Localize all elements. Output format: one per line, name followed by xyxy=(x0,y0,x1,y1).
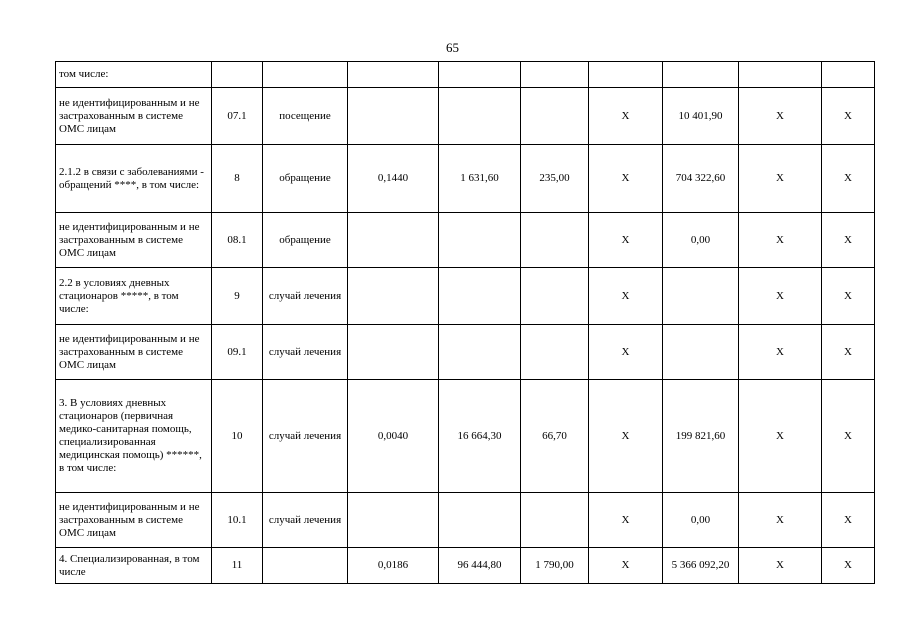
table-cell xyxy=(348,268,439,325)
table-cell: 5 366 092,20 xyxy=(663,548,739,584)
table-cell: Х xyxy=(822,88,875,145)
table-cell xyxy=(263,548,348,584)
table-cell: 0,0040 xyxy=(348,380,439,493)
table-cell: Х xyxy=(589,268,663,325)
table-cell: Х xyxy=(822,145,875,213)
table-cell: 10 xyxy=(212,380,263,493)
table-cell xyxy=(521,268,589,325)
table-cell: 10 401,90 xyxy=(663,88,739,145)
table-row xyxy=(56,213,875,268)
table-row xyxy=(56,548,875,584)
table-cell: Х xyxy=(739,493,822,548)
page-number: 65 xyxy=(446,40,459,55)
table-cell: Х xyxy=(822,213,875,268)
table-cell: посещение xyxy=(263,88,348,145)
table-cell: обращение xyxy=(263,145,348,213)
table-cell: 1 790,00 xyxy=(521,548,589,584)
table-cell: Х xyxy=(589,213,663,268)
table-cell xyxy=(739,62,822,88)
table-cell: случай лечения xyxy=(263,268,348,325)
table-cell: 1 631,60 xyxy=(439,145,521,213)
financing-table xyxy=(55,61,875,584)
row-label-cell: 2.2 в условиях дневных стационаров *****, в том числе: xyxy=(56,268,212,325)
table-cell: 09.1 xyxy=(212,325,263,380)
table-cell xyxy=(521,213,589,268)
table-cell: 8 xyxy=(212,145,263,213)
table-cell xyxy=(348,325,439,380)
table-cell: Х xyxy=(822,268,875,325)
table-cell: 0,0186 xyxy=(348,548,439,584)
table-cell: Х xyxy=(822,380,875,493)
table-cell: Х xyxy=(739,325,822,380)
table-cell: 10.1 xyxy=(212,493,263,548)
table-cell: Х xyxy=(739,145,822,213)
table-cell: 199 821,60 xyxy=(663,380,739,493)
row-label-cell: не идентифицированным и не застрахованным в системе ОМС лицам xyxy=(56,88,212,145)
table-cell xyxy=(348,88,439,145)
table-cell: обращение xyxy=(263,213,348,268)
table-cell: 66,70 xyxy=(521,380,589,493)
table-row xyxy=(56,493,875,548)
table-cell xyxy=(263,62,348,88)
table-row xyxy=(56,325,875,380)
table-cell: 9 xyxy=(212,268,263,325)
table-row xyxy=(56,145,875,213)
table-cell xyxy=(348,493,439,548)
row-label-cell: не идентифицированным и не застрахованным в системе ОМС лицам xyxy=(56,325,212,380)
table-cell: Х xyxy=(822,548,875,584)
table-cell: 08.1 xyxy=(212,213,263,268)
row-label-cell: не идентифицированным и не застрахованным в системе ОМС лицам xyxy=(56,493,212,548)
table-cell: 11 xyxy=(212,548,263,584)
table-cell: 0,00 xyxy=(663,213,739,268)
table-cell: Х xyxy=(589,325,663,380)
table-row xyxy=(56,380,875,493)
table-cell: Х xyxy=(822,493,875,548)
table-cell xyxy=(439,88,521,145)
table-cell xyxy=(589,62,663,88)
table-cell: Х xyxy=(739,268,822,325)
table-cell xyxy=(521,88,589,145)
table-cell xyxy=(439,268,521,325)
table-cell: 0,1440 xyxy=(348,145,439,213)
table-cell: случай лечения xyxy=(263,380,348,493)
table-cell: случай лечения xyxy=(263,325,348,380)
table-cell: 16 664,30 xyxy=(439,380,521,493)
table-cell xyxy=(348,213,439,268)
table-cell xyxy=(439,213,521,268)
table-cell: Х xyxy=(822,325,875,380)
table-cell: Х xyxy=(739,380,822,493)
table-cell xyxy=(439,325,521,380)
table-row xyxy=(56,62,875,88)
row-label-cell: том числе: xyxy=(56,62,212,88)
table-row xyxy=(56,88,875,145)
table-cell: Х xyxy=(589,548,663,584)
table-cell xyxy=(521,325,589,380)
table-cell xyxy=(212,62,263,88)
table-cell xyxy=(663,268,739,325)
table-cell: Х xyxy=(589,88,663,145)
table-cell: 07.1 xyxy=(212,88,263,145)
table-cell: Х xyxy=(739,548,822,584)
table-cell xyxy=(439,62,521,88)
row-label-cell: 2.1.2 в связи с заболеваниями - обращений ****, в том числе: xyxy=(56,145,212,213)
table-cell: Х xyxy=(589,380,663,493)
table-cell xyxy=(348,62,439,88)
table-cell: 235,00 xyxy=(521,145,589,213)
table-cell xyxy=(521,493,589,548)
table-cell: случай лечения xyxy=(263,493,348,548)
table-cell xyxy=(439,493,521,548)
row-label-cell: 4. Специализированная, в том числе xyxy=(56,548,212,584)
table-cell: Х xyxy=(589,145,663,213)
table-cell: Х xyxy=(739,213,822,268)
table-cell: Х xyxy=(739,88,822,145)
table-cell xyxy=(822,62,875,88)
table-row xyxy=(56,268,875,325)
table-cell xyxy=(663,62,739,88)
row-label-cell: не идентифицированным и не застрахованным в системе ОМС лицам xyxy=(56,213,212,268)
row-label-cell: 3. В условиях дневных стационаров (первичная медико-санитарная помощь, специализированная медицинская помощь) ******, в том числе: xyxy=(56,380,212,493)
table-cell xyxy=(521,62,589,88)
table-cell: 0,00 xyxy=(663,493,739,548)
table-cell xyxy=(663,325,739,380)
table-cell: 96 444,80 xyxy=(439,548,521,584)
table-cell: Х xyxy=(589,493,663,548)
table-cell: 704 322,60 xyxy=(663,145,739,213)
